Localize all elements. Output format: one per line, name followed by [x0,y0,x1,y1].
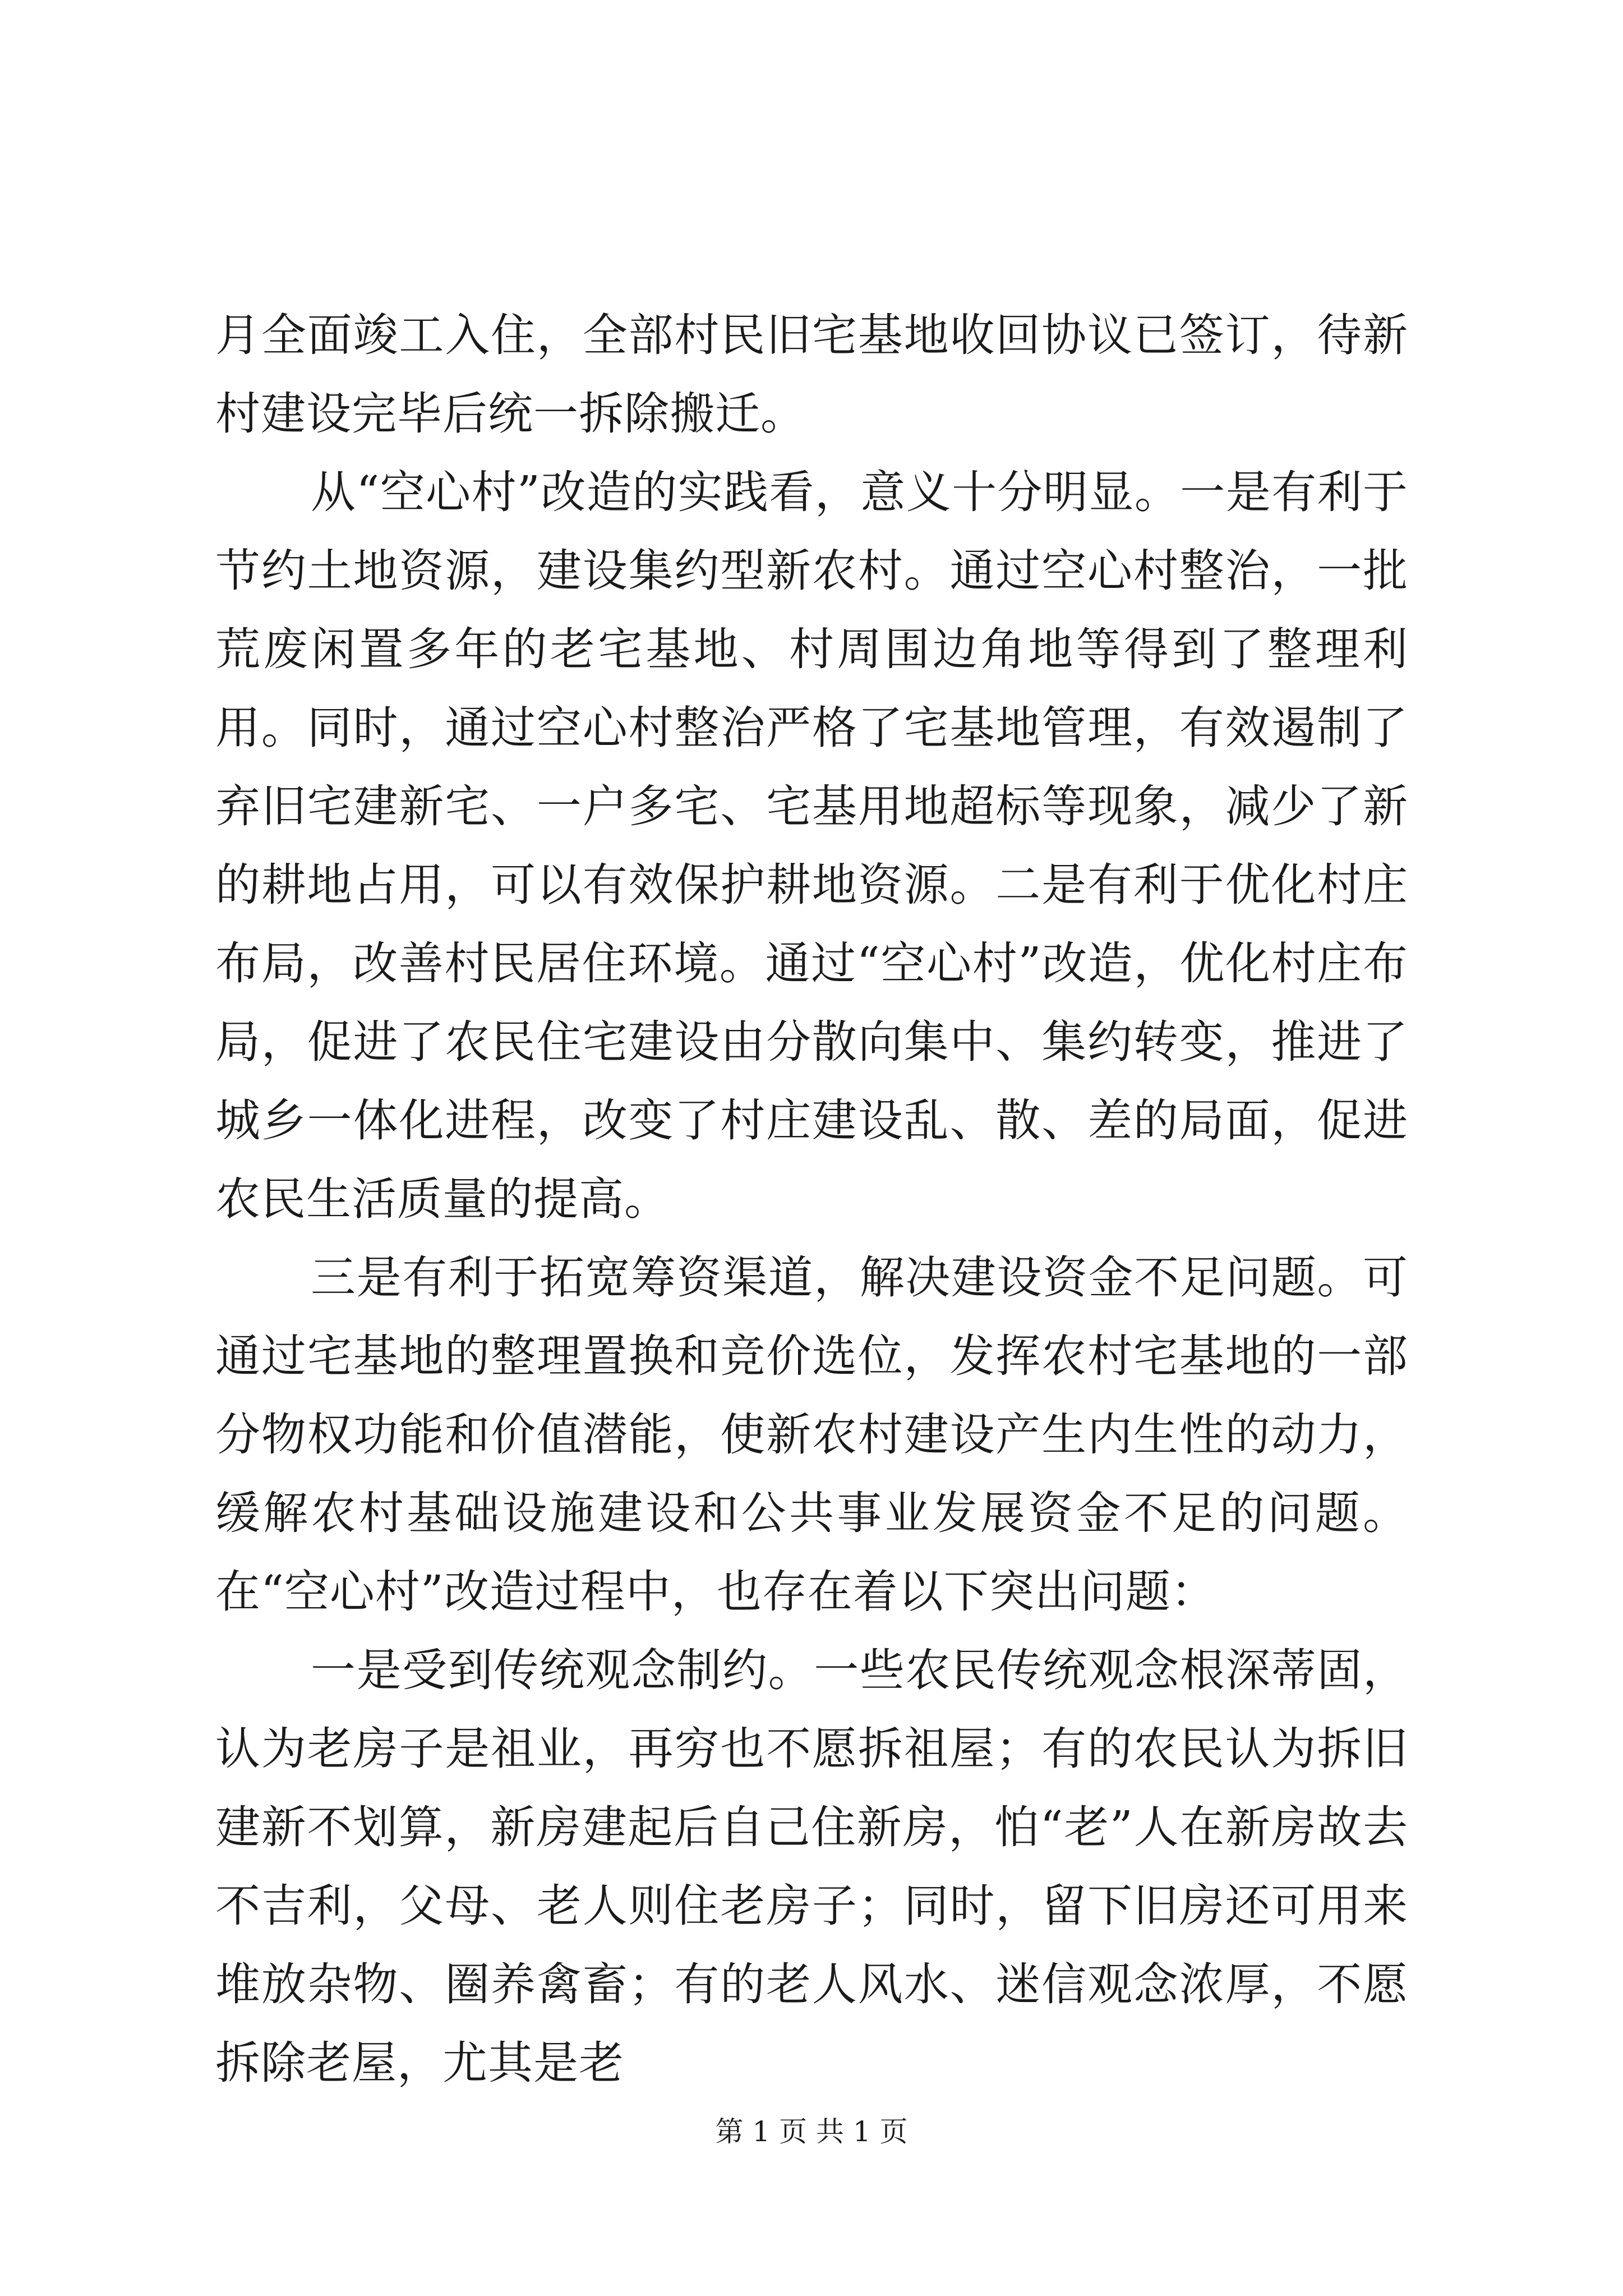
paragraph-continuation: 月全面竣工入住，全部村民旧宅基地收回协议已签订，待新村建设完毕后统一拆除搬迁。 [215,309,1408,440]
paragraph-funding: 三是有利于拓宽筹资渠道，解决建设资金不足问题。可通过宅基地的整理置换和竞价选位，发挥农村宅基地的一部分物权功能和价值潜能，使新农村建设产生内生性的动力，缓解农村基础设施建设和公共事业发展资金不足的问题。在“空心村”改造过程中，也存在着以下突出问题： [215,1251,1408,1618]
paragraph-significance: 从“空心村”改造的实践看，意义十分明显。一是有利于节约土地资源，建设集约型新农村。通过空心村整治，一批荒废闲置多年的老宅基地、村周围边角地等得到了整理利用。同时，通过空心村整治严格了宅基地管理，有效遏制了弃旧宅建新宅、一户多宅、宅基用地超标等现象，减少了新的耕地占用，可以有效保护耕地资源。二是有利于优化村庄布局，改善村民居住环境。通过“空心村”改造，优化村庄布局，促进了农民住宅建设由分散向集中、集约转变，推进了城乡一体化进程，改变了村庄建设乱、散、差的局面，促进农民生活质量的提高。 [215,466,1408,1225]
document-body [215,296,1408,2102]
paragraph-traditional-concepts: 一是受到传统观念制约。一些农民传统观念根深蒂固，认为老房子是祖业，再穷也不愿拆祖屋；有的农民认为拆旧建新不划算，新房建起后自己住新房，怕“老”人在新房故去不吉利，父母、老人则住老房子；同时，留下旧房还可用来堆放杂物、圈养禽畜；有的老人风水、迷信观念浓厚，不愿拆除老屋，尤其是老 [215,1644,1408,2089]
page-footer: 第 1 页 共 1 页 [715,2115,908,2148]
